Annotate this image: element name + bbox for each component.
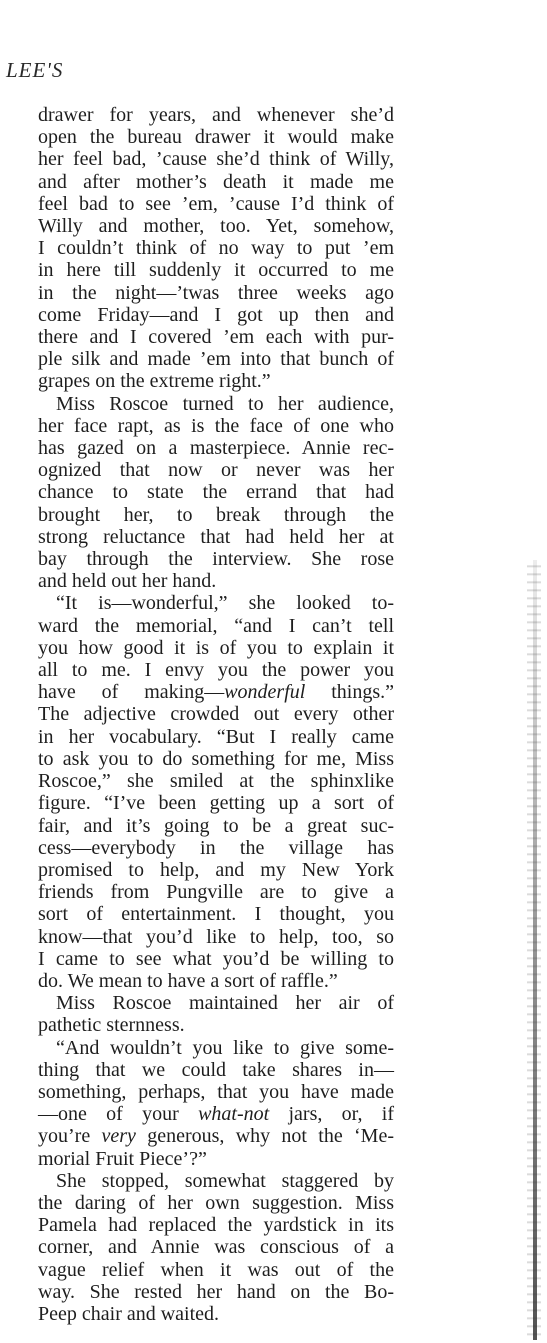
text-segment: to ask you to do something for me, Miss [38,747,394,770]
text-line [38,104,394,126]
text-segment: you how good it is of you to explain it [38,636,394,659]
text-line [38,459,394,481]
text-segment: there and I covered ’em each with pur- [38,326,394,349]
text-line [38,859,394,881]
text-line [38,526,394,548]
text-segment: has gazed on a masterpiece. Annie rec- [38,437,394,460]
text-line [38,481,394,503]
running-head: LEE'S [6,58,64,82]
text-segment: brought her, to break through the [38,503,394,526]
text-line [38,992,394,1014]
text-line [38,504,394,526]
text-segment: cess—everybody in the village has [38,836,394,859]
text-segment: Pamela had replaced the yardstick in its [38,1214,394,1237]
text-segment: bay through the interview. She rose [38,548,394,571]
text-segment: thing that we could take shares in— [38,1058,394,1081]
text-segment: ple silk and made ’em into that bunch of [38,348,394,371]
text-line [38,126,394,148]
text-line [38,970,394,992]
text-segment: grapes on the extreme right.” [38,370,271,393]
text-segment: I came to see what you’d be willing to [38,947,394,970]
text-line [38,1236,394,1258]
text-segment: in here till suddenly it occurred to me [38,259,394,282]
text-line [38,1081,394,1103]
text-line [38,637,394,659]
text-line [38,1281,394,1303]
text-line [38,415,394,437]
text-line [38,1059,394,1081]
text-line [38,926,394,948]
text-line [38,570,394,592]
text-segment: have of making— [38,681,225,704]
text-segment: Miss Roscoe turned to her audience, [56,392,394,415]
text-segment: you’re [38,1125,102,1148]
text-segment: sort of entertainment. I thought, you [38,903,394,926]
text-segment: —one of your [38,1103,199,1126]
text-segment: promised to help, and my New York [38,858,394,881]
italic-text: wonderful [224,681,306,704]
text-segment: and held out her hand. [38,570,217,593]
text-segment: her face rapt, as is the face of one who [38,414,394,437]
text-segment: open the bureau drawer it would make [38,126,394,149]
text-line [38,837,394,859]
text-segment: Peep chair and waited. [38,1302,220,1325]
text-segment: things.” [305,681,394,704]
text-line [38,215,394,237]
text-line [38,282,394,304]
text-segment: vague relief when it was out of the [38,1258,394,1281]
text-segment: and after mother’s death it made me [38,170,394,193]
text-line [38,259,394,281]
text-line [38,1192,394,1214]
text-segment: generous, why not the ‘Me- [135,1125,394,1148]
text-segment: She stopped, somewhat staggered by [56,1169,394,1192]
text-line [38,1014,394,1036]
text-line [38,370,394,392]
text-segment: do. We mean to have a sort of raffle.” [38,969,338,992]
italic-text: what-not [198,1103,270,1126]
text-line [38,615,394,637]
text-segment: Willy and mother, too. Yet, somehow, [38,215,394,238]
text-line [38,548,394,570]
text-line [38,948,394,970]
text-segment: something, perhaps, that you have made [38,1080,394,1103]
text-line [38,326,394,348]
text-segment: jars, or, if [269,1103,395,1126]
text-line [38,659,394,681]
page-edge-fade [533,560,537,1340]
text-segment: pathetic sternness. [38,1014,185,1037]
text-line [38,304,394,326]
text-segment: strong reluctance that had held her at [38,525,394,548]
text-segment: ognized that now or never was her [38,459,394,482]
text-line [38,393,394,415]
italic-text: very [101,1125,136,1148]
text-segment: fair, and it’s going to be a great suc- [38,814,394,837]
text-segment: ward the memorial, “and I can’t tell [38,614,394,637]
text-segment: morial Fruit Piece’?” [38,1147,207,1170]
text-line [38,681,394,703]
text-line [38,592,394,614]
text-segment: drawer for years, and whenever she’d [38,104,394,126]
text-segment: corner, and Annie was conscious of a [38,1236,394,1259]
text-segment: her feel bad, ’cause she’d think of Willy, [38,148,394,171]
text-line [38,881,394,903]
text-segment: chance to state the errand that had [38,481,394,504]
text-line [38,1148,394,1170]
text-line [38,148,394,170]
text-segment: feel bad to see ’em, ’cause I’d think of [38,192,394,215]
text-segment: “And wouldn’t you like to give some- [56,1036,394,1059]
text-line [38,815,394,837]
body-text [38,104,394,1325]
text-line [38,1170,394,1192]
text-segment: I couldn’t think of no way to put ’em [38,237,394,260]
text-line [38,703,394,725]
text-line [38,1303,394,1325]
text-line [38,726,394,748]
text-segment: all to me. I envy you the power you [38,659,394,682]
text-line [38,193,394,215]
text-segment: figure. “I’ve been getting up a sort of [38,792,394,815]
text-line [38,171,394,193]
text-line [38,903,394,925]
text-segment: The adjective crowded out every other [38,703,394,726]
text-line [38,1037,394,1059]
text-line [38,792,394,814]
text-line [38,1214,394,1236]
text-line [38,1103,394,1125]
text-segment: in the night—’twas three weeks ago [38,281,394,304]
text-line [38,1125,394,1147]
text-segment: the daring of her own suggestion. Miss [38,1191,394,1214]
text-line [38,770,394,792]
text-segment: know—that you’d like to help, too, so [38,925,394,948]
text-line [38,237,394,259]
text-line [38,348,394,370]
text-line [38,437,394,459]
text-line [38,748,394,770]
text-segment: Roscoe,” she smiled at the sphinxlike [38,770,394,793]
text-segment: friends from Pungville are to give a [38,881,394,904]
text-segment: in her vocabulary. “But I really came [38,725,394,748]
text-line [38,1259,394,1281]
text-segment: come Friday—and I got up then and [38,303,394,326]
text-segment: Miss Roscoe maintained her air of [56,992,394,1015]
text-segment: “It is—wonderful,” she looked to- [56,592,394,615]
text-segment: way. She rested her hand on the Bo- [38,1280,394,1303]
